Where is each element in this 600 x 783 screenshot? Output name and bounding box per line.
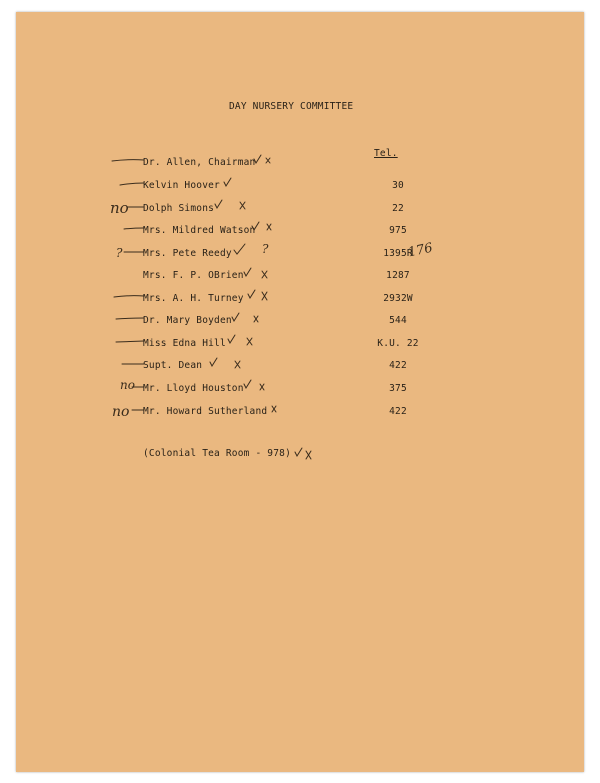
member-tel: 422 <box>389 360 407 371</box>
cross-icon <box>306 451 311 459</box>
footer-note: (Colonial Tea Room - 978) <box>143 448 291 459</box>
cross-icon <box>240 202 245 209</box>
member-tel: 30 <box>392 180 404 191</box>
member-name: Dr. Allen, Chairman <box>143 157 256 168</box>
member-tel: 375 <box>389 383 407 394</box>
cross-icon <box>267 224 271 230</box>
handwritten-no-sutherland: no <box>112 404 130 420</box>
member-tel: 1287 <box>386 270 410 281</box>
checkmark-icon <box>252 222 259 230</box>
member-name: Mr. Lloyd Houston <box>143 383 244 394</box>
checkmark-icon <box>210 358 217 366</box>
handwritten-question-left: ? <box>116 246 123 260</box>
member-tel: 1395R <box>383 248 413 259</box>
cross-icon <box>247 338 252 345</box>
cross-icon <box>260 384 264 390</box>
member-tel: 975 <box>389 225 407 236</box>
member-tel: K.U. 22 <box>377 338 419 349</box>
cross-icon <box>262 271 267 278</box>
strike-line <box>116 341 144 342</box>
handwritten-question-right: ? <box>262 242 269 256</box>
member-tel: 544 <box>389 315 407 326</box>
strike-line <box>114 296 144 297</box>
member-name: Mrs. F. P. OBrien <box>143 270 244 281</box>
checkmark-icon <box>254 155 261 163</box>
cross-icon <box>272 406 276 412</box>
member-tel: 422 <box>389 406 407 417</box>
checkmark-icon <box>244 380 251 388</box>
document-title: DAY NURSERY COMMITTEE <box>229 101 354 112</box>
cross-icon <box>235 361 240 368</box>
member-name: Dr. Mary Boyden <box>143 315 232 326</box>
strike-line <box>116 318 144 319</box>
checkmark-icon <box>232 313 239 321</box>
member-name: Dolph Simons <box>143 203 215 214</box>
member-name: Mrs. Mildred Watson <box>143 225 256 236</box>
handwritten-number: 176 <box>406 240 435 261</box>
checkmark-icon <box>295 448 302 456</box>
handwritten-marks <box>16 12 584 772</box>
member-name: Miss Edna Hill <box>143 338 226 349</box>
member-tel: 22 <box>392 203 404 214</box>
checkmark-icon <box>234 244 245 254</box>
strike-line <box>120 183 144 185</box>
member-name: Mrs. A. H. Turney <box>143 293 244 304</box>
strike-line <box>124 228 144 229</box>
cross-icon <box>266 158 270 163</box>
member-name: Mrs. Pete Reedy <box>143 248 232 259</box>
member-name: Kelvin Hoover <box>143 180 220 191</box>
member-tel: 2932W <box>383 293 413 304</box>
tel-column-header: Tel. <box>374 148 398 159</box>
strike-line <box>112 160 144 161</box>
member-name: Mr. Howard Sutherland <box>143 406 268 417</box>
handwritten-no-dolph: no <box>110 199 129 217</box>
checkmark-icon <box>224 178 231 186</box>
handwritten-no-houston: no <box>120 378 135 392</box>
cross-icon <box>254 316 258 322</box>
checkmark-icon <box>244 268 251 276</box>
checkmark-icon <box>215 200 222 208</box>
document-page <box>16 12 584 772</box>
checkmark-icon <box>228 335 235 343</box>
member-name: Supt. Dean <box>143 360 203 371</box>
checkmark-icon <box>248 290 255 298</box>
cross-icon <box>262 292 267 300</box>
